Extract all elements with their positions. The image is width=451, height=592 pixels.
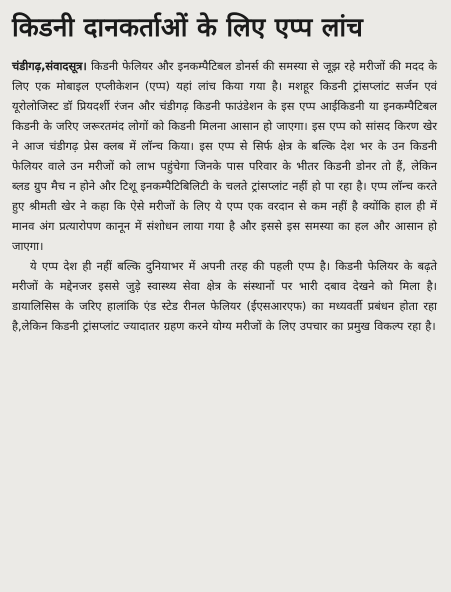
headline: किडनी दानकर्ताओं के लिए एप्प लांच [12, 13, 364, 43]
dateline: चंडीगढ़,संवादसूत्र। [12, 59, 87, 73]
paragraph-2: ये एप्प देश ही नहीं बल्कि दुनियाभर में अपनी तरह की पहली एप्प है। किडनी फेलियर के बढ़ते मरीजों के मद्देनजर इससे जुड़े स्वास्थ्य सेवा क्षेत्र के संस्थानों पर भारी दबाव देखने को मिला है। डायालिसिस के जरिए हालांकि एंड स्टेड रीनल फेलियर (ईएसआरएफ) का मध्यवर्ती प्रबंधन होता रहा है,लेकिन किडनी ट्रांसप्लांट ज्यादातर ग्रहण करने योग्य मरीजों के लिए उपचार का प्रमुख विकल्प रहा है। [12, 259, 437, 333]
paragraph-1-text: किडनी फेलियर और इनकम्पैटिबल डोनर्स की समस्या से जूझ रहे मरीजों की मदद के लिए एक मोबाइल एप्लीकेशन (एप्प) यहां लांच किया गया है। मशहूर किडनी ट्रांसप्लांट सर्जन एवं यूरोलोजिस्ट डॉ प्रियदर्शी रंजन और चंडीगढ़ किडनी फाउंडेशन के इस एप्प आईकिडनी या इनकम्पैटिबल किडनी के जरिए जरूरतमंद लोगों को किडनी मिलना आसान हो जाएगा। इस एप्प को सांसद किरण खेर ने आज चंडीगढ़ प्रेस क्लब में लॉन्च किया। इस एप्प से सिर्फ क्षेत्र के बल्कि देश भर के उन किडनी फेलियर वाले उन मरीजों को लाभ पहुंचेगा जिनके पास परिवार के भीतर किडनी डोनर तो हैं, लेकिन ब्लड ग्रुप मैच न होने और टिशू इनकम्पैटिबिलिटी के चलते ट्रांसप्लांट नहीं हो पा रहा है। एप्प लॉन्च करते हुए श्रीमती खेर ने कहा कि ऐसे मरीजों के लिए ये एप्प एक वरदान से कम नहीं है क्योंकि हाल ही में मानव अंग प्रत्यारोपण कानून में संशोधन लाया गया है और इससे इस समस्या का हल और आसान हो जाएगा। [12, 59, 438, 253]
paragraph-1 [12, 56, 437, 256]
article-body [12, 56, 437, 336]
